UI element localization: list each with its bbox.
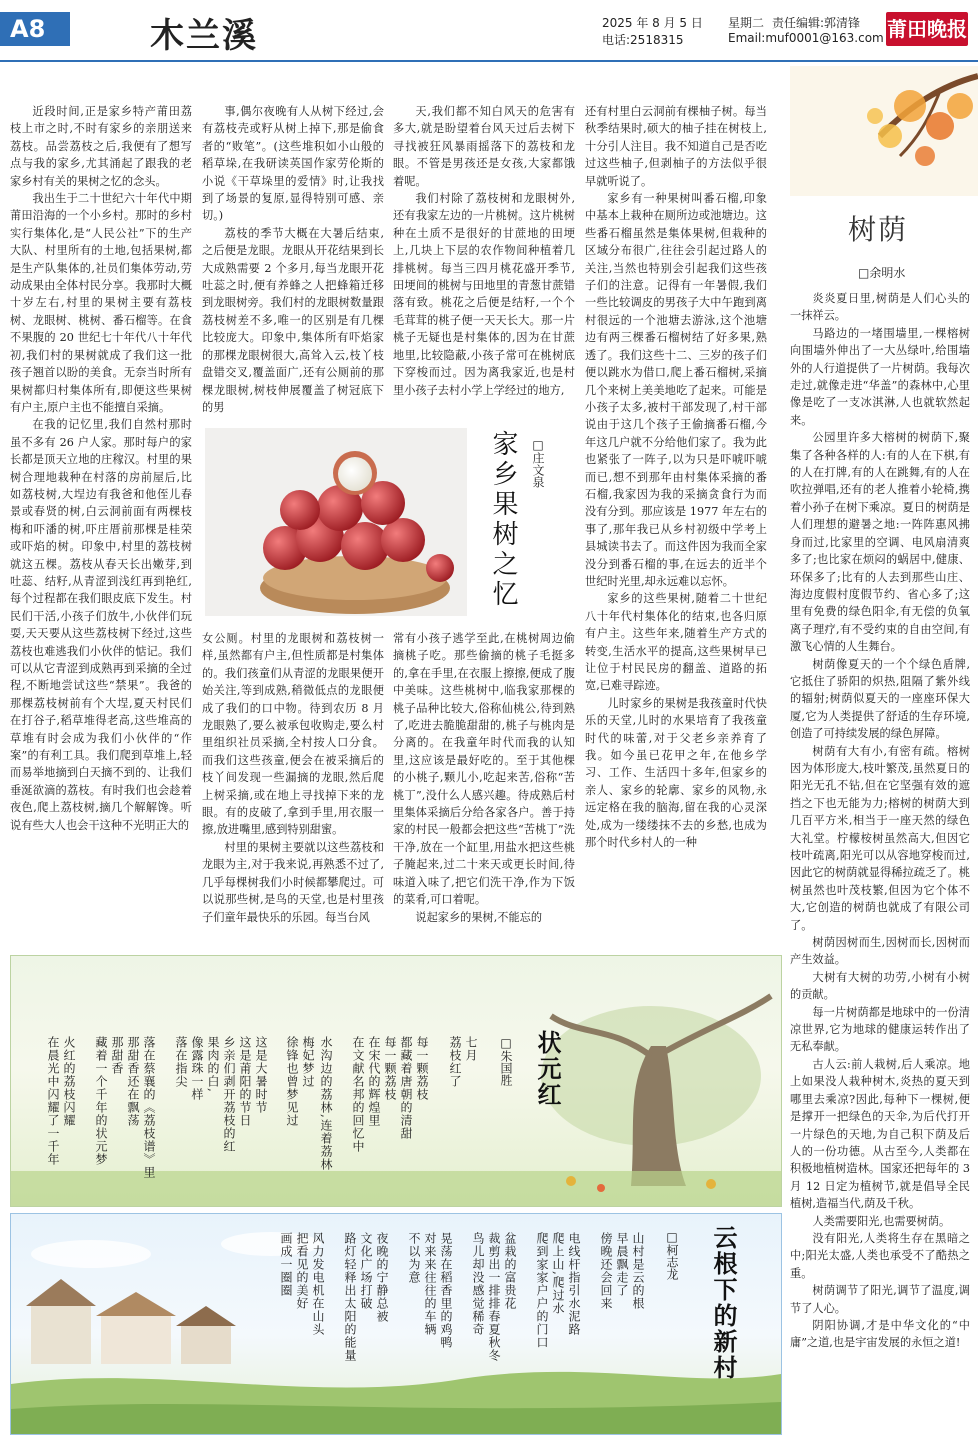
- essay2-body: [790, 290, 970, 1435]
- essay1-column-2b: [202, 630, 384, 948]
- poem1-line: 七月: [464, 1036, 478, 1062]
- poem2-line: 晃荡在稻香里的鸡鸭: [439, 1232, 453, 1349]
- poem1-title: 状元红: [533, 1030, 561, 1108]
- paragraph: 还有村里白云洞前有棵柚子树。每当秋季结果时,硕大的柚子挂在树枝上,十分引人注目。我不知道自己是否吃过这些柚子,但剥柚子的方法似乎很早就听说了。: [585, 105, 767, 188]
- paragraph: 树荫因树而生,因树而长,因树而产生效益。: [790, 936, 970, 967]
- paragraph: 常有小孩子逃学至此,在桃树周边偷摘桃子吃。那些偷摘的桃子毛挺多的,拿在手里,在衣服上擦擦,便成了腹中美味。这些桃树中,临我家那棵的桃子品种比较大,俗称仙桃公,待到熟了,吃进去脆脆甜甜的,桃子与桃肉是分离的。在我童年时代而我的认知里,这应该是最好吃的。至于其他棵的小桃子,颗儿小,吃起来苦,俗称“苦桃丁”,没什么人感兴趣。待成熟后村里集体采摘后分给各家各户。善于持家的村民一般都会把这些“苦桃丁”洗干净,放在一个缸里,用盐水把这些桃子腌起来,过二十来天或更长时间,待味道入味了,把它们洗干净,作为下饭的菜肴,可口着呢。: [393, 632, 575, 907]
- poem1-line: 像露珠一样: [190, 1036, 204, 1101]
- essay1-author: □庄文泉: [531, 438, 545, 488]
- poem2-line: 夜晚的宁静总被: [375, 1232, 389, 1323]
- poem1-line: 每一颗荔枝: [383, 1036, 397, 1101]
- poem2-line: 裁剪出一排排春夏秋冬: [487, 1232, 501, 1362]
- paragraph: 家乡有一种果树叫番石榴,印象中基本上栽种在厕所边或池塘边。这些番石榴虽然是集体果树,但栽种的区域分布很广,往往会引起过路人的关注,当然也特别会引起我们这些孩子们的注意。记得有一年暑假,我们一些比较调皮的男孩子大中午跑到离村很远的一个池塘去游泳,这个池塘边有两三棵番石榴树结了好多果,熟透了。我们这些十二、三岁的孩子们便以跳水为借口,爬上番石榴树,采摘几个来树上美美地吃了起来。可能是小孩子太多,被村干部发现了,村干部说由于这几个孩子王偷摘番石榴,今年这几户就不分给他们家了。我为此也紧张了一阵子,以为只是吓唬吓唬而已,想不到那年由村集体采摘的番石榴,我家因为我的采摘贪食行为而没有分到。那应该是 1977 年左右的事了,那年我已从乡村初级中学考上县城读书去了。而这件因为我而全家没分到番石榴的事,在远去的近半个世纪时光里,却永远难以忘怀。: [585, 192, 767, 588]
- paragraph: 树荫有大有小,有密有疏。榕树因为体形庞大,枝叶繁茂,虽然夏日的阳光无孔不钻,但在它坚强有效的遮挡之下也无能为力;榕树的树荫大到几百平方米,相当于一座天然的绿色大礼堂。柠檬桉树虽然高大,但因它枝叶疏离,阳光可以从容地穿梭而过,因此它的树荫就显得稀拉疏乏了。桃树虽然也叶茂枝繁,但因为它个体不大,它创造的树荫也就成了有限公司了。: [790, 744, 970, 932]
- paragraph: 树荫像夏天的一个个绿色盾牌,它抵住了骄阳的炽热,阻隔了紫外线的辐射;树荫似夏天的一座座环保大厦,它为人类提供了舒适的生存环境,创造了可持续发展的绿色屏障。: [790, 657, 970, 741]
- paragraph: 古人云:前人栽树,后人乘凉。地上如果没人栽种树木,炎热的夏天到哪里去乘凉?因此,每种下一棵树,便是撑开一把绿色的天伞,为后代打开一片绿色的天地,为自己积下荫及后人的一份功德。从古至今,人类都在积极地植树造林。国家还把每年的 3 月 12 日定为植树节,就是倡导全民植树,造福当代,荫及千秋。: [790, 1057, 970, 1211]
- essay1-column-3b: [393, 630, 575, 948]
- poem2-line: 不以为意: [407, 1232, 421, 1284]
- paragraph: 家乡的这些果树,随着二十世纪八十年代村集体化的结束,也各归原有户主。这些年来,随着生产方式的转变,生活水平的提高,这些果树早已让位于村民民房的翻盖、道路的拓宽,已难寻踪迹。: [585, 592, 767, 693]
- poem2-line: 风力发电机在山头: [311, 1232, 325, 1336]
- paragraph: 天,我们都不知白风天的危害有多大,就是盼望着台风天过后去树下寻找被狂风暴雨摇落下的荔枝和龙眼。不管是男孩还是女孩,大家都饿着呢。: [393, 105, 575, 188]
- poem1-line: 这是莆阳的节日: [238, 1036, 252, 1127]
- paragraph: 我出生于二十世纪六十年代中期莆田沿海的一个小乡村。那时的乡村实行集体化,是“人民公社”下的生产大队、村里所有的土地,包括果树,都是生产队集体的,社员们集体劳动,劳动成果由全体村民分享。我那时大概十岁左右,村里的果树主要有荔枝树、龙眼树、桃树、番石榴等。在食不果腹的 20 世纪七十年代八十年代初,我们村的果树就成了我们这一批孩子翘首以盼的美食。无奈当时所有果树都归村集体所有,即便这些果树有户主,原户主也不能擅自采摘。: [10, 192, 192, 414]
- poem1-line: 火红的荔枝闪耀: [62, 1036, 76, 1127]
- weekday: 星期二: [728, 16, 765, 30]
- poem1-line: 那甜香还在飘荡: [126, 1036, 140, 1127]
- editor-credit: 责任编辑:郭清锋: [772, 16, 861, 30]
- essay2-author: □余明水: [858, 266, 906, 280]
- paragraph: 事,偶尔夜晚有人从树下经过,会有荔枝壳或籽从树上掉下,那是偷食者的“败笔”。(这些堆积如小山般的稻草垛,在我研读英国作家劳伦斯的小说《干草垛里的爱情》时,让我找到了场景的复原,显得特别可感、亲切。): [202, 105, 384, 223]
- poem2-author: □柯志龙: [665, 1230, 679, 1280]
- paragraph: 女公厕。村里的龙眼树和荔枝树一样,虽然都有户主,但性质都是村集体的。我们孩童们从青涩的龙眼果便开始关注,等到成熟,稍微低点的龙眼便成了我们的口中物。待到农历 8 月龙眼熟了,要么被承包收购走,要么村里组织社员采摘,全村按人口分食。而我们这些孩童,便会在被采摘后的枝丫间发现一些漏摘的龙眼,然后爬上树采摘,或在地上寻找掉下来的龙眼。有的皮破了,拿到手里,用衣服一擦,放进嘴里,感到特别甜蜜。: [202, 632, 384, 837]
- poem1-line: 都藏着唐朝的清甜: [399, 1036, 413, 1140]
- poem2-line: 傍晚还会回来: [599, 1232, 613, 1310]
- poem2-line: 电线杆指引水泥路: [567, 1232, 581, 1336]
- essay1-column-3a: [393, 103, 575, 425]
- paragraph: 近段时间,正是家乡特产莆田荔枝上市之时,不时有家乡的亲朋送来荔枝。品尝荔枝之后,我便有了想写点与我的家乡,尤其涌起了跟我的老家乡村有关的果树之忆的念头。: [10, 105, 192, 188]
- paragraph: 我们村除了荔枝树和龙眼树外,还有我家左边的一片桃树。这片桃树种在土质不是很好的甘蔗地的田埂上,几块上下层的农作物间种植着几排桃树。每当三四月桃花盛开季节,田埂间的桃树与田地里的青葱甘蔗错落有致。桃花之后便是结籽,一个个毛茸茸的桃子便一天天长大。那一片桃子无疑也是村集体的,因为在甘蔗地里,比较隐蔽,小孩子常可在桃树底下穿梭而过。因为离我家近,也是村里小孩子去村小学上学经过的地方,: [393, 192, 575, 397]
- column-title: 木兰溪: [150, 16, 258, 56]
- paragraph: 说起家乡的果树,不能忘的: [415, 910, 543, 924]
- poem2-line: 盆栽的富贵花: [503, 1232, 517, 1310]
- paragraph: 在我的记忆里,我们自然村那时虽不多有 26 户人家。那时每户的家长都是顶天立地的庄稼汉。村里的果树合理地栽种在村落的房前屋后,比如荔枝树,大埕边有我爸和他侄儿春景或春贤的树,白云洞前面有两棵枝梅和吓潘的树,吓庄厝前那棵是桂荣或吓焰的树。印象中,村里的荔枝树就这五棵。荔枝从春天长出嫩芽,到吐蕊、结籽,从青涩到浅红再到艳红,每个过程都在我们眼皮底下发生。村民们干活,小孩子们放牛,小伙伴们玩耍,天天要从这些荔枝树下经过,这些荔枝也难逃我们小伙伴的惦记。我们可以从它青涩到成熟再到采摘的全过程,不断地尝试这些“禁果”。我爸的那棵荔枝树前有个大埕,夏天村民们在打谷子,稻草堆得老高,这些堆高的草堆有时会成为我们小伙伴的“作案”的有利工具。我们爬到草堆上,轻而易举地摘到白天摘不到的、让我们垂涎欲滴的荔枝。有时我们也会趁着夜色,爬上荔枝树,摘几个解解馋。听说有些大人也会干这种不光明正大的: [10, 418, 192, 832]
- poem1-line: 荔枝红了: [448, 1036, 462, 1088]
- phone: 电话:2518315: [602, 33, 684, 47]
- paragraph: 公园里许多大榕树的树荫下,聚集了各种各样的人:有的人在下棋,有的人在打牌,有的人在跳舞,有的人在吹拉弹唱,还有的老人推着小轮椅,携着小孙子在树下乘凉。夏日的树荫是人们理想的避暑之地:一阵阵惠风拂身而过,比家里的空调、电风扇清爽多了;也比家在烦闷的蜗居中,健康、环保多了;比有的人去到那些山庄、海边度假村度假节约、省心多了;这里有免费的绿色阳伞,有无偿的负氧离子理疗,有不受约束的自由空间,有激飞心情的人生舞台。: [790, 431, 970, 654]
- paragraph: 马路边的一堵围墙里,一棵榕树向围墙外伸出了一大丛绿叶,给围墙外的人行道提供了一片树荫。我每次走过,就像走进“华盖”的森林中,心里像是吃了一支冰淇淋,人也就软然起来。: [790, 326, 970, 427]
- poem1-line: 在晨光中闪耀了一千年: [46, 1036, 60, 1166]
- paragraph: 儿时家乡的果树是我孩童时代快乐的天堂,儿时的水果培育了我孩童时代的味蕾,对于父老乡亲养育了我。如今虽已花甲之年,在他乡学习、工作、生活四十多年,但家乡的亲人、家乡的轮廓、家乡的风物,永远定格在我的脑海,留在我的心灵深处,成为一缕缕抹不去的乡愁,也成为那个时代乡村人的一种: [585, 696, 767, 850]
- poem1-line: 乡亲们剥开荔枝的红: [222, 1036, 236, 1153]
- poem2-line: 对来来往往的车辆: [423, 1232, 437, 1336]
- poem2-line: 山村是云的根: [631, 1232, 645, 1310]
- essay1-column-4: [585, 103, 767, 948]
- poem2-line: 爬到家家户户的门口: [535, 1232, 549, 1349]
- poem2-line: 早晨飘走了: [615, 1232, 629, 1297]
- paragraph: 树荫调节了阳光,调节了温度,调节了人心。: [790, 1284, 970, 1315]
- poem1-line: 在文献名邦的回忆中: [351, 1036, 365, 1153]
- poem2-line: 鸟儿却没感觉稀奇: [471, 1232, 485, 1336]
- paragraph: 村里的果树主要就以这些荔枝和龙眼为主,对于我来说,再熟悉不过了,几乎每棵树我们小时候都攀爬过。可以说那些树,是鸟的天堂,也是村里孩子们童年最快乐的乐园。每当台风: [202, 840, 384, 924]
- poem1-line: 这是大暑时节: [254, 1036, 268, 1114]
- paragraph: 大树有大树的功劳,小树有小树的贡献。: [790, 970, 970, 1002]
- header-rule: [0, 60, 978, 62]
- poem1-line: 那甜香: [110, 1036, 124, 1075]
- paragraph: 每一片树荫都是地球中的一份清凉世界,它为地球的健康运转作出了无私奉献。: [790, 1005, 970, 1054]
- poem1-line: 水沟边的荔林,连着荔林: [319, 1036, 333, 1171]
- poem1-line: 落在蔡襄的《荔枝谱》里: [142, 1036, 156, 1179]
- essay1-title: 家乡果树之忆: [488, 430, 518, 610]
- poem1-line: 落在指尖: [174, 1036, 188, 1088]
- poem1-line: 果肉的白,: [206, 1036, 220, 1093]
- paragraph: 炎炎夏日里,树荫是人们心头的一抹祥云。: [790, 292, 970, 323]
- paragraph: 没有阳光,人类将生存在黑暗之中;阳光太盛,人类也承受不了酷热之重。: [790, 1231, 970, 1280]
- poem2-line: 把看见的美好: [295, 1232, 309, 1310]
- poem2-title: 云根下的新村: [709, 1225, 737, 1381]
- poem1-line: 藏着一个千年的状元梦: [94, 1036, 108, 1166]
- poem2-line: 文化广场打破: [359, 1232, 373, 1310]
- essay2-title: 树荫: [848, 213, 909, 246]
- paragraph: 荔枝的季节大概在大暑后结束,之后便是龙眼。龙眼从开花结果到长大成熟需要 2 个多月,每当龙眼开花吐蕊之时,便有养蜂之人把蜂箱迁移到龙眼树旁。我们村的龙眼树数量跟荔枝树差不多,唯一的区别是有几棵比较庞大。印象中,集体所有吓焰家的那棵龙眼树很大,高耸入云,枝丫枝盘错交叉,覆盖面广,还有公厕前的那棵龙眼树,树枝伸展覆盖了树冠底下的男: [202, 226, 384, 414]
- tree-illustration: [790, 66, 978, 196]
- poem2-line: 爬上山,爬过水: [551, 1232, 565, 1315]
- lychee-photo: [205, 428, 467, 616]
- poem2-line: 路灯轻释出太阳的能量: [343, 1232, 357, 1362]
- poem2-line: 画成一圈圈: [279, 1232, 293, 1297]
- poem1-author: □朱国胜: [499, 1036, 513, 1086]
- paragraph: 人类需要阳光,也需要树荫。: [812, 1214, 951, 1228]
- poem1-line: 徐锋也曾梦见过: [285, 1036, 299, 1127]
- essay1-column-2a: [202, 103, 384, 425]
- essay1-column-1: [10, 103, 192, 948]
- poem1-line: 在宋代的辉煌里: [367, 1036, 381, 1127]
- email: Email:muf0001@163.com: [728, 31, 884, 45]
- poem1-line: 每一颗荔枝: [415, 1036, 429, 1101]
- page-number-badge: A8: [0, 12, 70, 46]
- paragraph: 阴阳协调,才是中华文化的“中庸”之道,也是宇宙发展的永恒之道!: [790, 1318, 970, 1350]
- issue-date: 2025 年 8 月 5 日: [602, 16, 703, 30]
- poem1-line: 梅妃梦过: [301, 1036, 315, 1088]
- newspaper-logo: 莆田晚报: [886, 12, 968, 46]
